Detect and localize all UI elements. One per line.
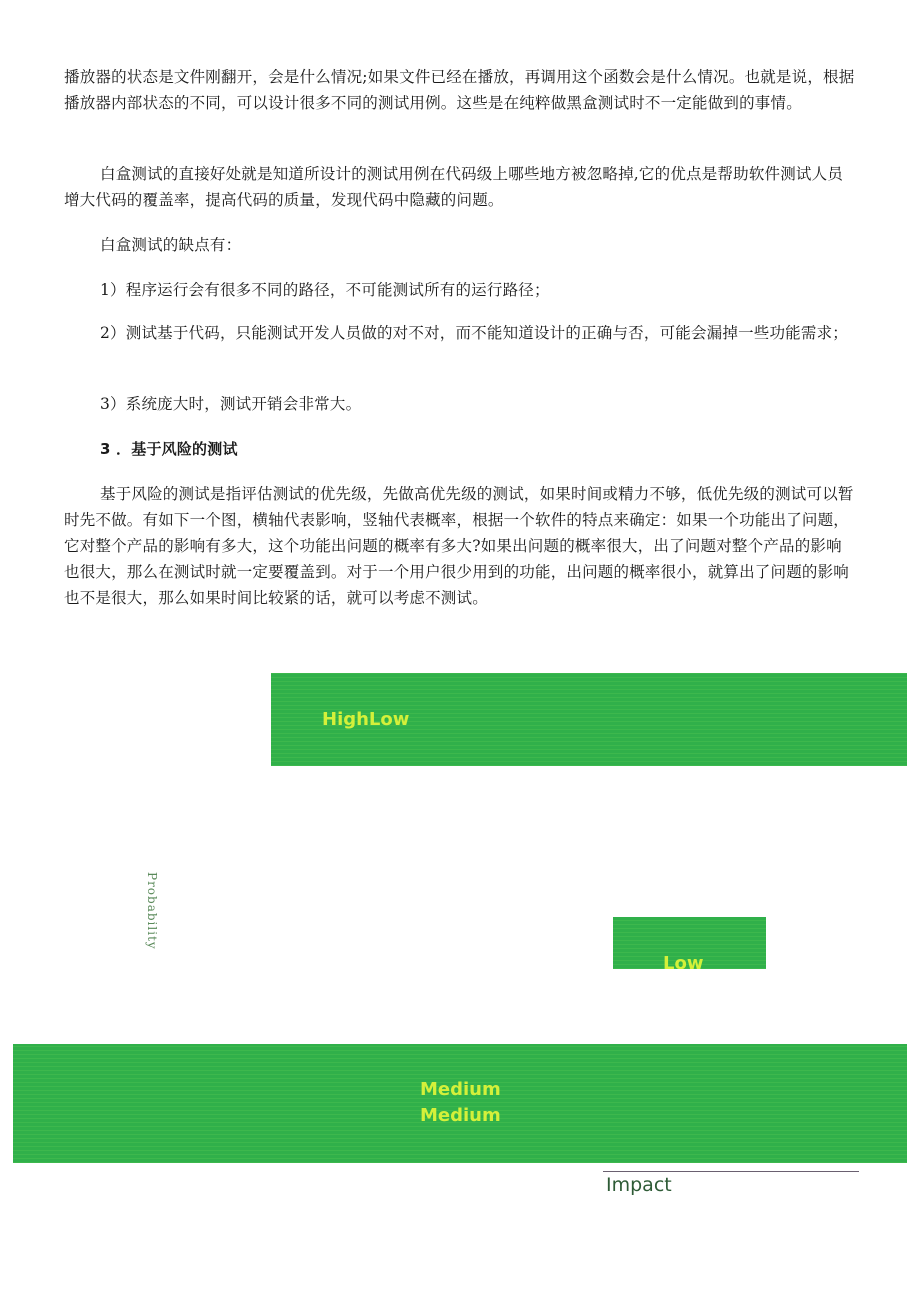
paragraph-player-state: 播放器的状态是文件刚翻开，会是什么情况;如果文件已经在播放，再调用这个函数会是什么情况。也就是说，根据播放器内部状态的不同，可以设计很多不同的测试用例。这些是在纯粹做黑盒测试时不一定能做到的事情。 xyxy=(64,68,855,112)
quadrant-label-high-low: HighLow xyxy=(322,709,410,730)
paragraph-whitebox-disadvantages-intro: 白盒测试的缺点有： xyxy=(100,236,242,254)
list-item-3: 3）系统庞大时，测试开销会非常大。 xyxy=(100,395,362,413)
paragraph-whitebox-advantages: 白盒测试的直接好处就是知道所设计的测试用例在代码级上哪些地方被忽略掉,它的优点是帮助软件测试人员增大代码的覆盖率，提高代码的质量，发现代码中隐藏的问题。 xyxy=(64,165,844,209)
section-heading: 3 ．基于风险的测试 xyxy=(100,440,238,458)
quadrant-label-medium-2: Medium xyxy=(420,1105,501,1126)
x-axis-label: Impact xyxy=(606,1174,672,1196)
quadrant-label-medium-1: Medium xyxy=(420,1079,501,1100)
quadrant-box-low xyxy=(613,917,766,969)
list-item-1: 1）程序运行会有很多不同的路径，不可能测试所有的运行路径； xyxy=(100,281,550,299)
y-axis-label: Probability xyxy=(145,872,159,950)
quadrant-box-high-low xyxy=(271,673,907,766)
x-axis-line xyxy=(603,1171,859,1172)
quadrant-label-low: Low xyxy=(663,953,704,969)
quadrant-box-medium xyxy=(13,1044,907,1163)
list-item-2: 2）测试基于代码，只能测试开发人员做的对不对，而不能知道设计的正确与否，可能会漏掉一些功能需求； xyxy=(100,324,848,342)
paragraph-risk-based-testing: 基于风险的测试是指评估测试的优先级，先做高优先级的测试，如果时间或精力不够，低优先级的测试可以暂时先不做。有如下一个图，横轴代表影响，竖轴代表概率，根据一个软件的特点来确定：如果一个功能出了问题，它对整个产品的影响有多大，这个功能出问题的概率有多大?如果出问题的概率很大，出了问题对整个产品的影响也很大，那么在测试时就一定要覆盖到。对于一个用户很少用到的功能，出问题的概率很小，就算出了问题的影响也不是很大，那么如果时间比较紧的话，就可以考虑不测试。 xyxy=(64,485,854,607)
